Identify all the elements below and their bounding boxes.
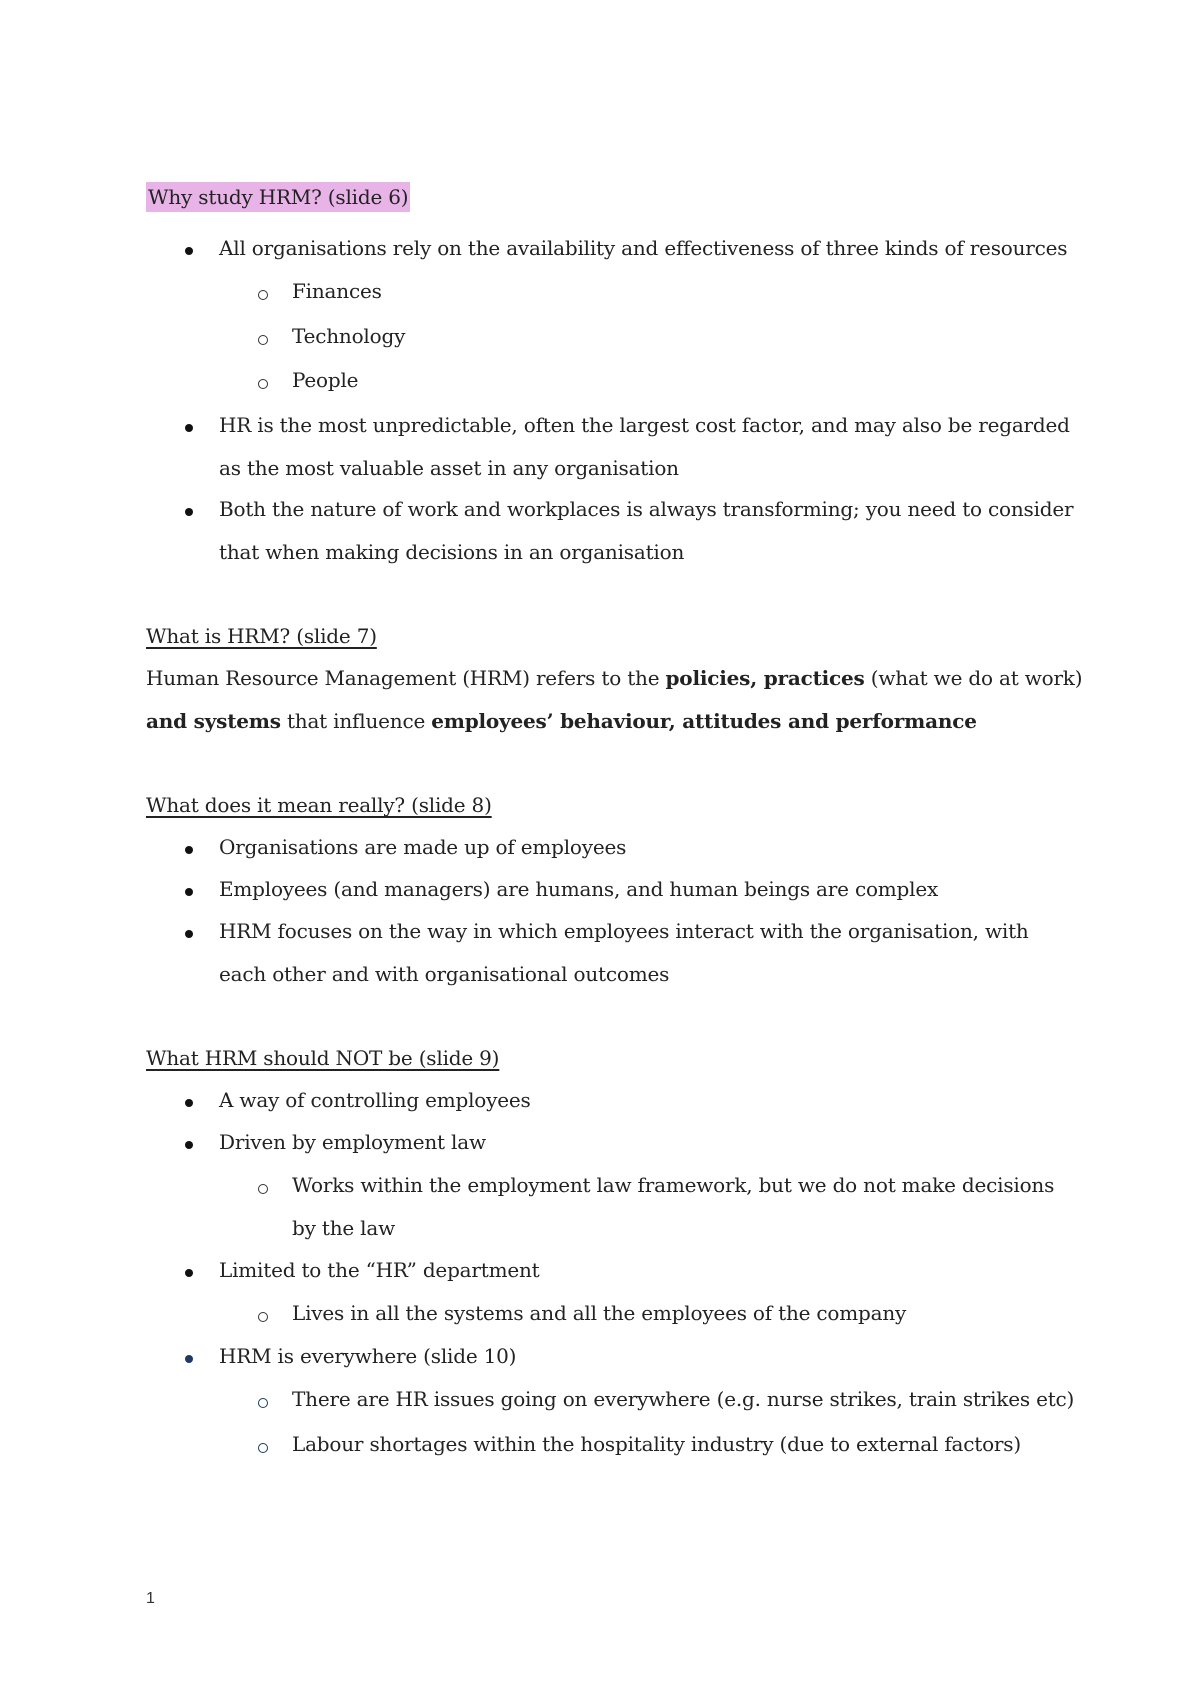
definition-text: (what we do at work) — [864, 666, 1083, 690]
sub-bullet — [258, 290, 268, 300]
sub-bullet — [258, 1184, 268, 1194]
definition-text: that influence — [280, 709, 432, 733]
list-item: Driven by employment law — [219, 1130, 486, 1154]
heading-what-hrm-should-not-be: What HRM should NOT be (slide 9) — [146, 1046, 500, 1070]
definition-bold: policies, practices — [665, 666, 865, 690]
sub-list-item: Lives in all the systems and all the employees of the company — [292, 1301, 907, 1325]
sub-list-item: Labour shortages within the hospitality industry (due to external factors) — [292, 1432, 1021, 1456]
list-item-continuation: as the most valuable asset in any organisation — [219, 456, 679, 480]
list-item: Both the nature of work and workplaces is always transforming; you need to consider — [219, 497, 1074, 521]
definition-text: Human Resource Management (HRM) refers to the — [146, 666, 666, 690]
bullet — [185, 846, 193, 854]
page-number: 1 — [146, 1590, 155, 1607]
bullet — [185, 247, 193, 255]
list-item: Limited to the “HR” department — [219, 1258, 540, 1282]
sub-bullet — [258, 335, 268, 345]
bullet — [185, 508, 193, 516]
sub-bullet — [258, 379, 268, 389]
definition-line-1 — [146, 666, 1082, 690]
sub-list-item: Technology — [292, 324, 406, 348]
bullet — [185, 424, 193, 432]
bullet — [185, 1269, 193, 1277]
bullet — [185, 930, 193, 938]
list-item: HR is the most unpredictable, often the largest cost factor, and may also be regarded — [219, 413, 1070, 437]
sub-list-item: People — [292, 368, 359, 392]
sub-list-item: Finances — [292, 279, 382, 303]
list-item-continuation: that when making decisions in an organisation — [219, 540, 685, 564]
sub-bullet — [258, 1443, 268, 1453]
sub-bullet — [258, 1312, 268, 1322]
list-item: A way of controlling employees — [219, 1088, 531, 1112]
bullet — [185, 1099, 193, 1107]
sub-bullet — [258, 1398, 268, 1408]
sub-list-item: Works within the employment law framework, but we do not make decisions — [292, 1173, 1055, 1197]
bullet — [185, 1141, 193, 1149]
heading-what-is-hrm: What is HRM? (slide 7) — [146, 624, 377, 648]
heading-why-study-hrm: Why study HRM? (slide 6) — [146, 182, 410, 212]
list-item: HRM focuses on the way in which employees interact with the organisation, with — [219, 919, 1029, 943]
list-item: Employees (and managers) are humans, and human beings are complex — [219, 877, 939, 901]
definition-bold: and systems — [146, 709, 281, 733]
sub-list-item: There are HR issues going on everywhere (e.g. nurse strikes, train strikes etc) — [292, 1387, 1075, 1411]
sub-list-item-continuation: by the law — [292, 1216, 396, 1240]
list-item-continuation: each other and with organisational outcomes — [219, 962, 670, 986]
bullet — [185, 888, 193, 896]
list-item: All organisations rely on the availability and effectiveness of three kinds of resources — [219, 236, 1068, 260]
heading-what-does-it-mean: What does it mean really? (slide 8) — [146, 793, 492, 817]
list-item: Organisations are made up of employees — [219, 835, 627, 859]
definition-bold: employees’ behaviour, attitudes and performance — [431, 709, 977, 733]
bullet — [185, 1355, 193, 1363]
definition-line-2 — [146, 709, 977, 733]
list-item: HRM is everywhere (slide 10) — [219, 1344, 517, 1368]
